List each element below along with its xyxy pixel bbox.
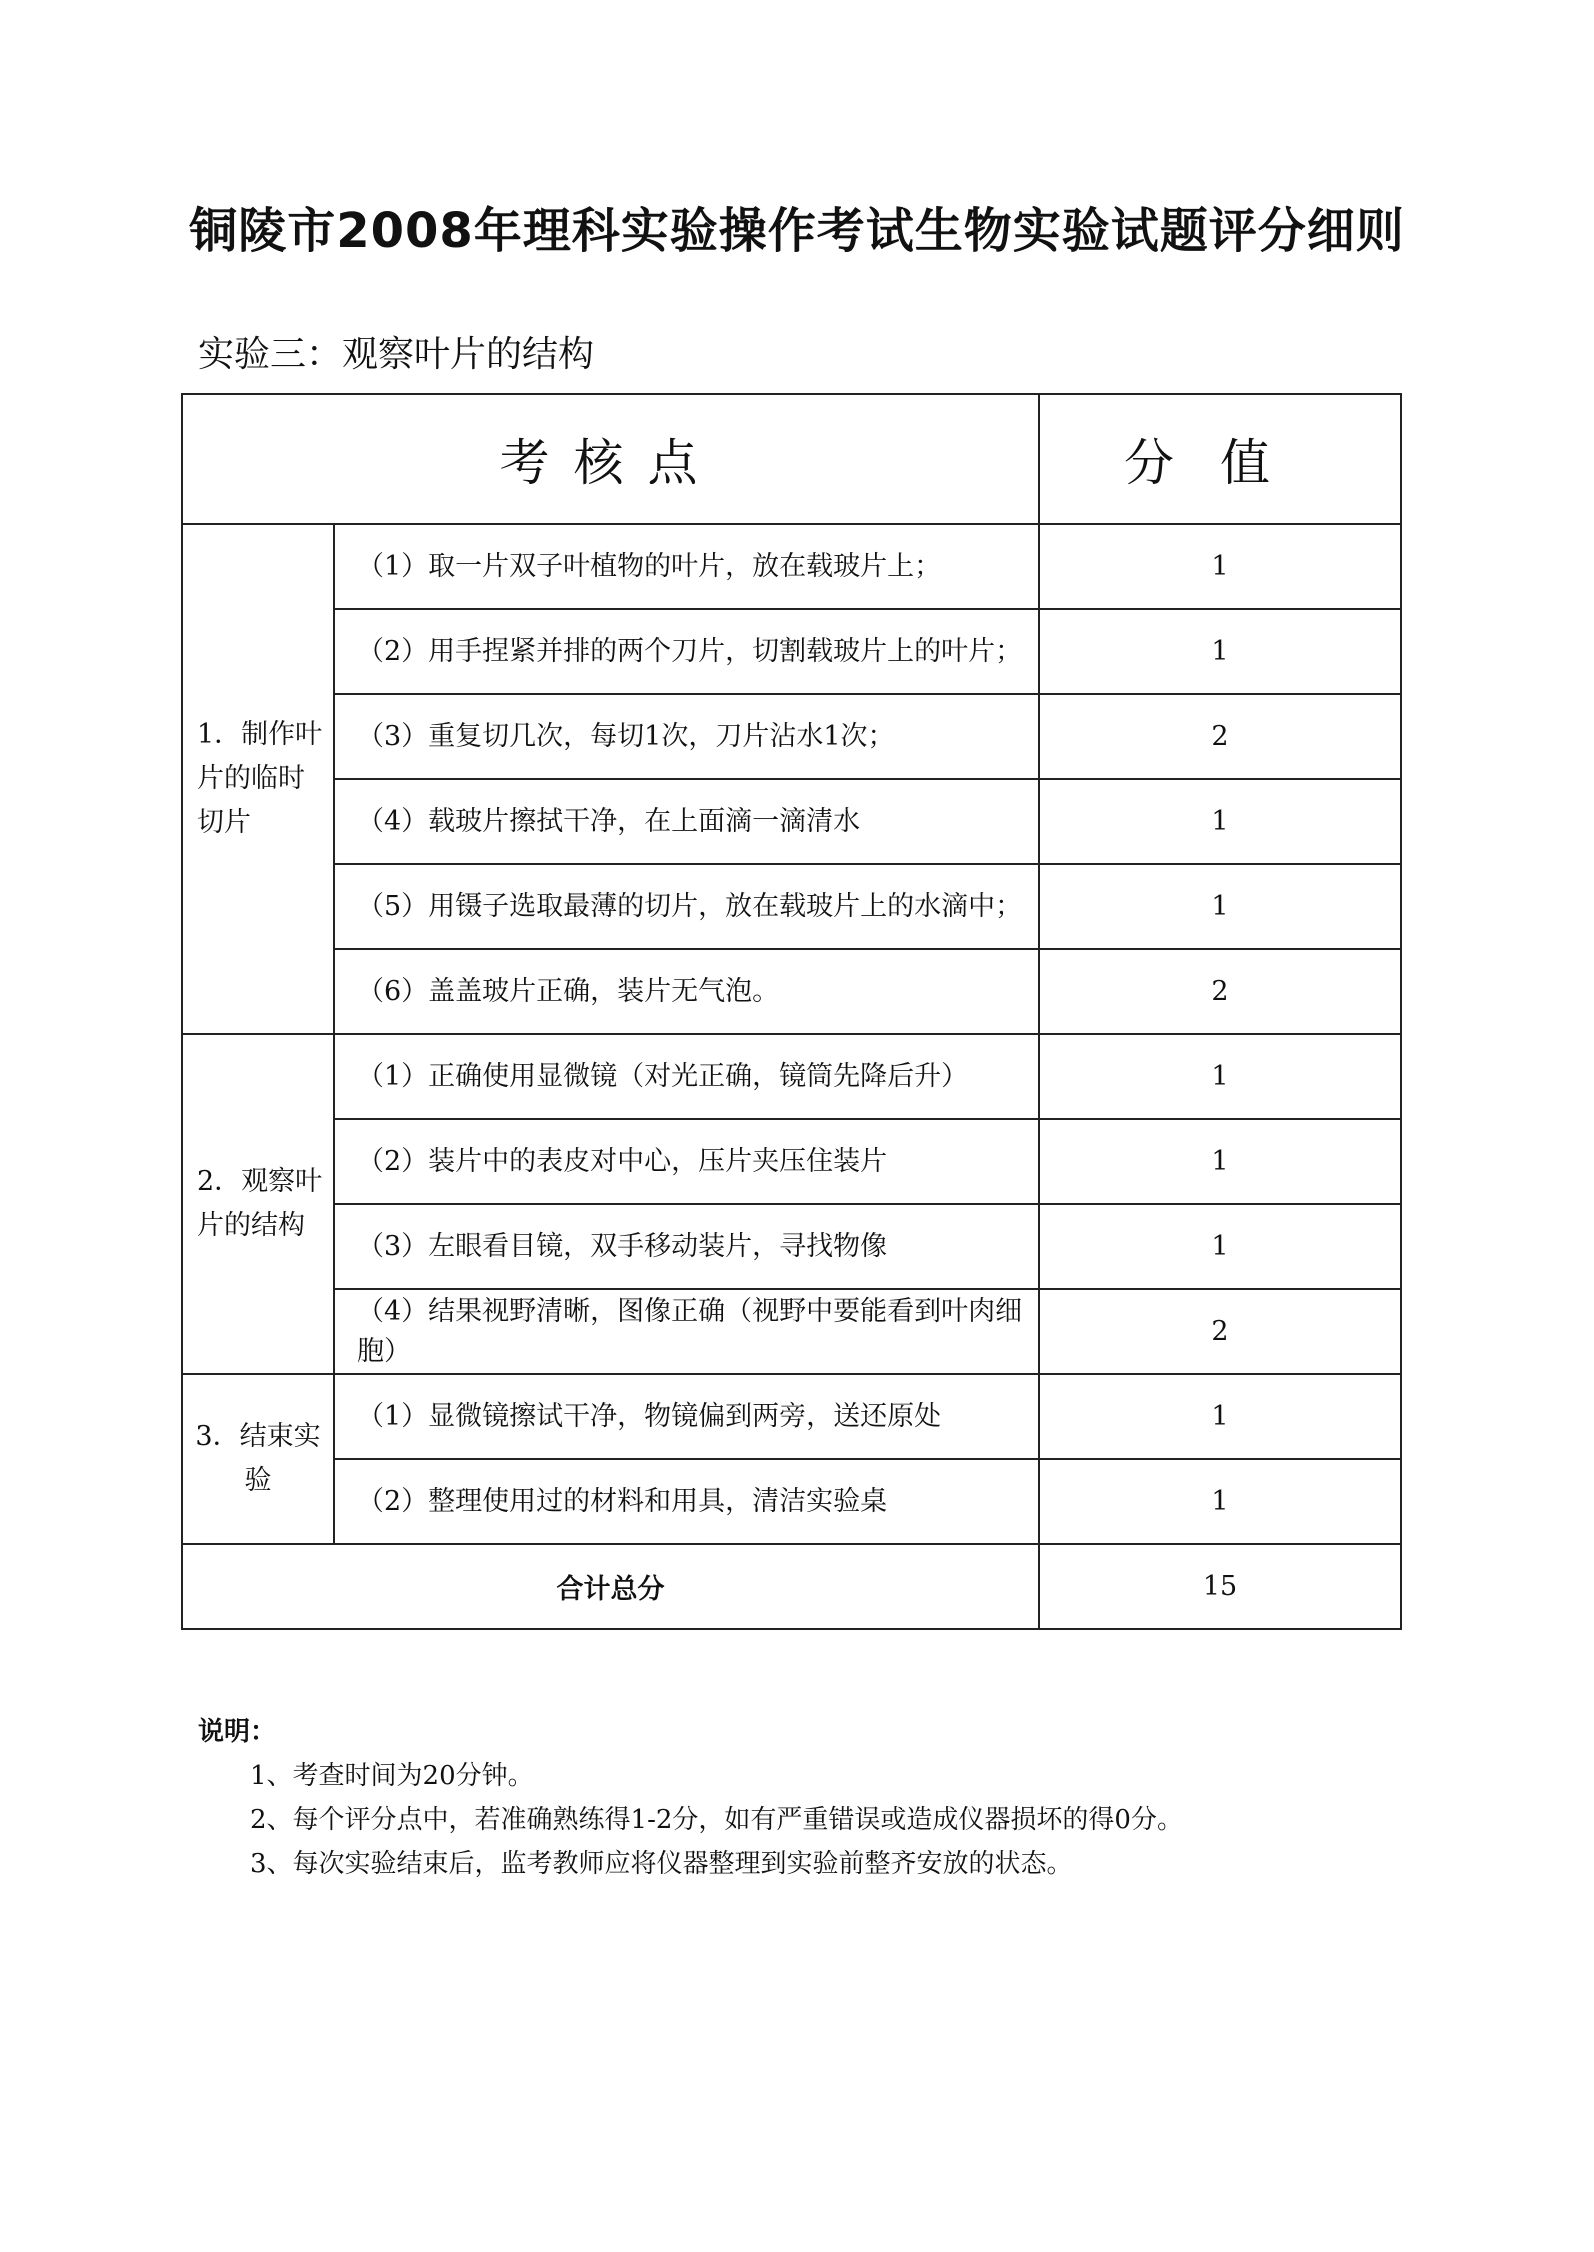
notes-section [198,1710,1398,1886]
criterion-text: （4）结果视野清晰，图像正确（视野中要能看到叶肉细胞） [334,1289,1039,1374]
criterion-text: （1）显微镜擦试干净，物镜偏到两旁，送还原处 [334,1374,1039,1459]
notes-title: 说明： [198,1717,277,1747]
experiment-subtitle: 实验三：观察叶片的结构 [198,334,595,375]
total-score: 15 [1039,1544,1401,1629]
table-row [182,524,1401,609]
criterion-text: （1）取一片双子叶植物的叶片，放在载玻片上； [334,524,1039,609]
table-header-row [182,394,1401,524]
group-label: 1．制作叶片的临时切片 [182,524,334,1034]
criterion-score: 1 [1039,1034,1401,1119]
criterion-score: 1 [1039,609,1401,694]
table-row [182,1119,1401,1204]
criterion-text: （2）装片中的表皮对中心，压片夹压住装片 [334,1119,1039,1204]
header-score: 分值 [1039,394,1401,524]
group-label: 3．结束实验 [182,1374,334,1544]
criterion-score: 2 [1039,1289,1401,1374]
criterion-text: （2）整理使用过的材料和用具，清洁实验桌 [334,1459,1039,1544]
table-row [182,1459,1401,1544]
criterion-score: 1 [1039,524,1401,609]
criterion-score: 1 [1039,779,1401,864]
criterion-score: 1 [1039,864,1401,949]
scoring-table [181,393,1402,1630]
list-item: 1、考查时间为20分钟。 [250,1761,534,1791]
table-row [182,1289,1401,1374]
notes-list [198,1754,1398,1886]
header-assessment-point: 考核点 [182,394,1039,524]
table-row [182,779,1401,864]
criterion-text: （6）盖盖玻片正确，装片无气泡。 [334,949,1039,1034]
criterion-text: （4）载玻片擦拭干净，在上面滴一滴清水 [334,779,1039,864]
criterion-score: 2 [1039,949,1401,1034]
total-label: 合计总分 [182,1544,1039,1629]
table-row [182,949,1401,1034]
table-row [182,1374,1401,1459]
criterion-text: （3）左眼看目镜，双手移动装片，寻找物像 [334,1204,1039,1289]
criterion-text: （5）用镊子选取最薄的切片，放在载玻片上的水滴中； [334,864,1039,949]
table-row [182,864,1401,949]
list-item: 2、每个评分点中，若准确熟练得1-2分，如有严重错误或造成仪器损坏的得0分。 [250,1805,1183,1835]
total-row [182,1544,1401,1629]
group-label: 2．观察叶片的结构 [182,1034,334,1374]
table-row [182,609,1401,694]
criterion-score: 1 [1039,1459,1401,1544]
criterion-score: 2 [1039,694,1401,779]
criterion-score: 1 [1039,1119,1401,1204]
table-row [182,694,1401,779]
criterion-score: 1 [1039,1374,1401,1459]
document-title: 铜陵市2008年理科实验操作考试生物实验试题评分细则 [189,203,1405,259]
table-row [182,1034,1401,1119]
criterion-text: （1）正确使用显微镜（对光正确，镜筒先降后升） [334,1034,1039,1119]
criterion-text: （2）用手捏紧并排的两个刀片，切割载玻片上的叶片； [334,609,1039,694]
list-item: 3、每次实验结束后，监考教师应将仪器整理到实验前整齐安放的状态。 [250,1849,1073,1879]
criterion-score: 1 [1039,1204,1401,1289]
table-row [182,1204,1401,1289]
criterion-text: （3）重复切几次，每切1次，刀片沾水1次； [334,694,1039,779]
